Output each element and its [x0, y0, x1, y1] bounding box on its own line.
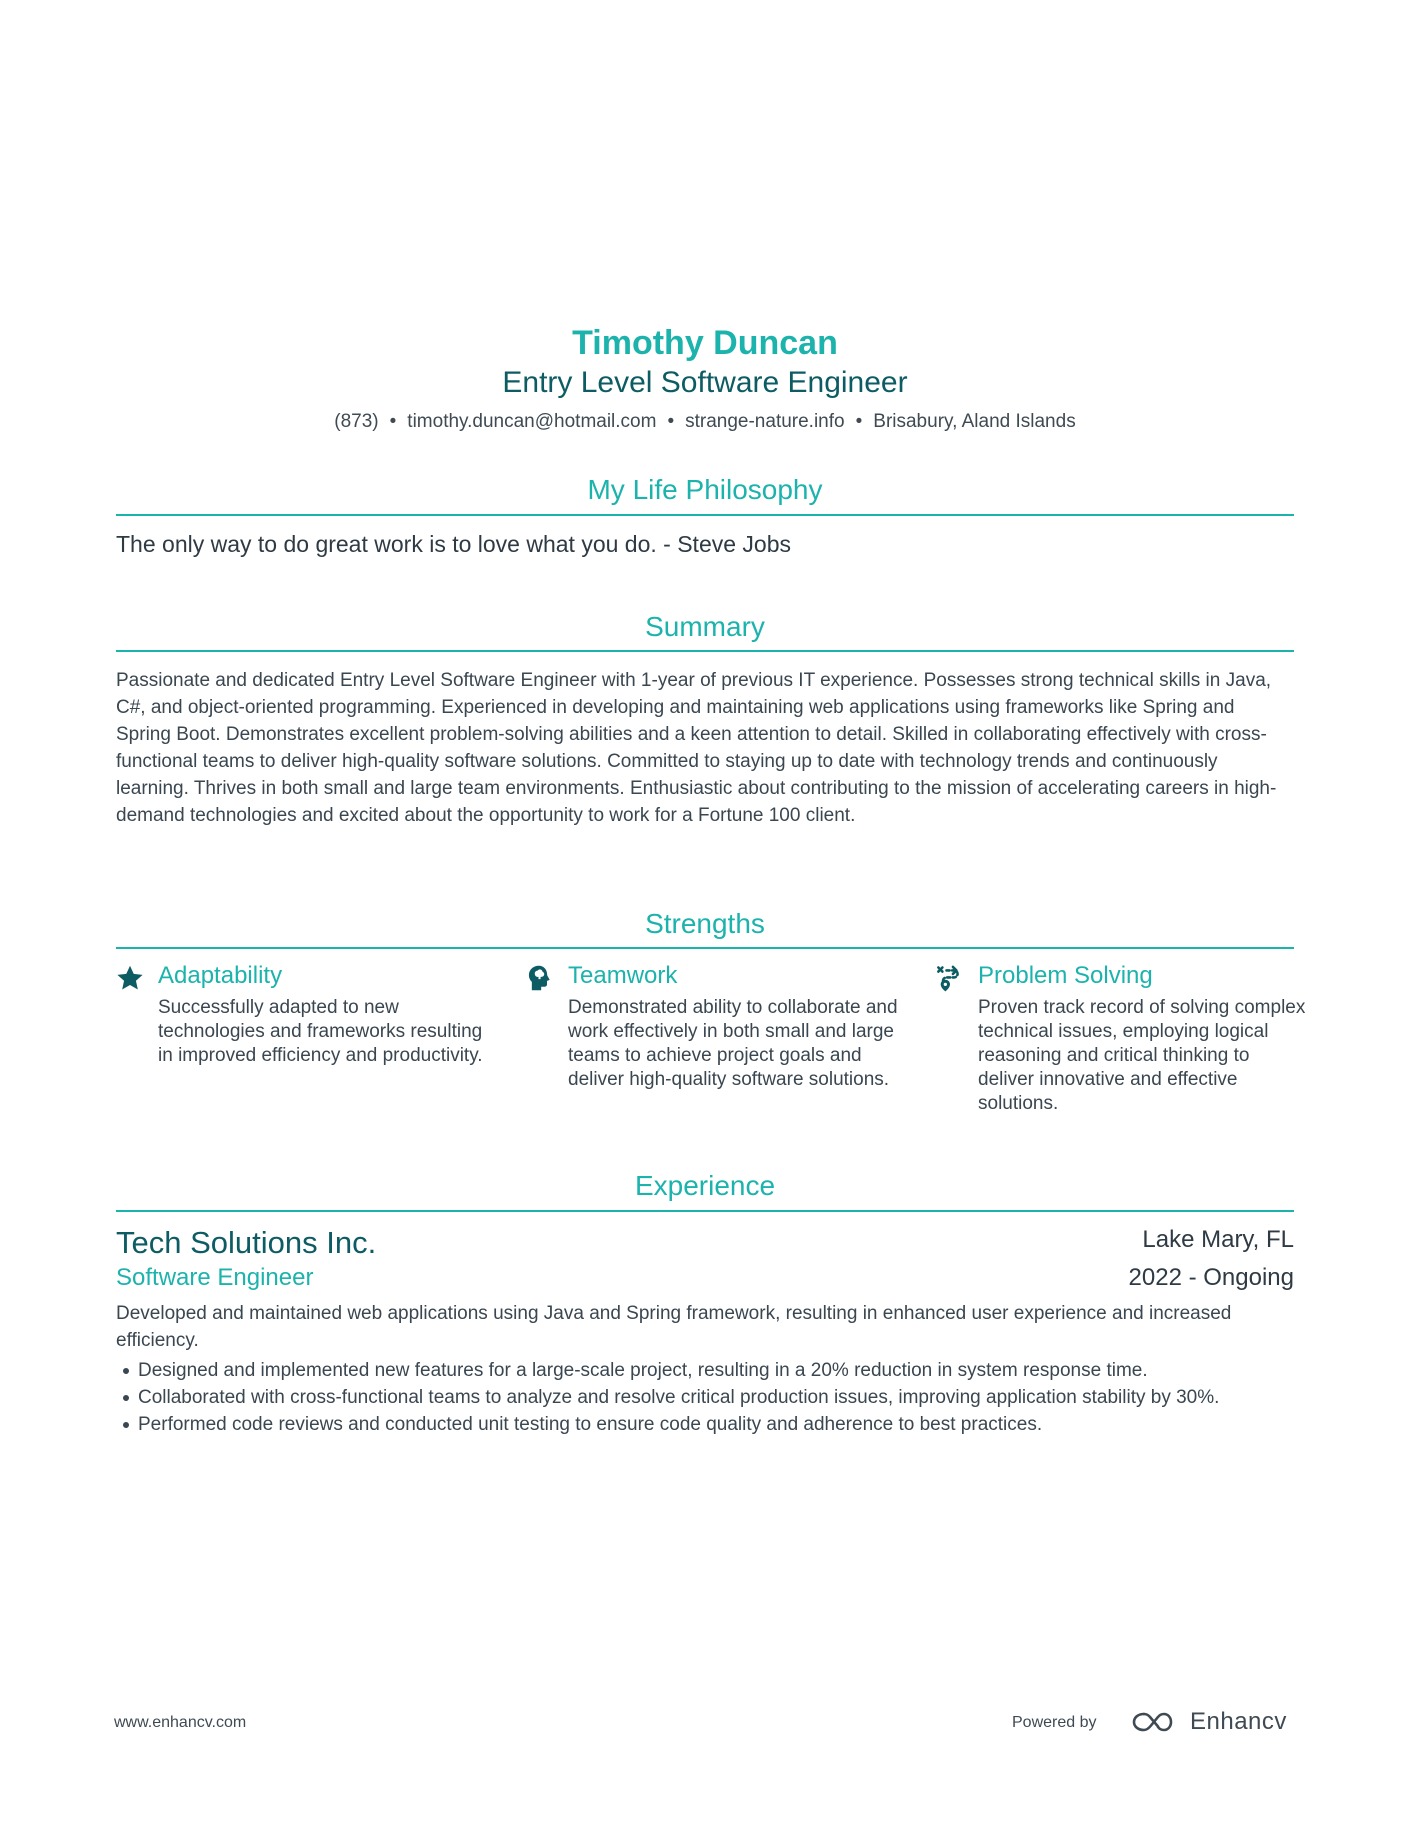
website[interactable]: strange-nature.info — [685, 411, 845, 432]
candidate-title: Entry Level Software Engineer — [502, 366, 908, 399]
separator-dot: • — [855, 411, 863, 432]
section-heading-experience: Experience — [634, 1170, 776, 1201]
route-icon — [936, 964, 964, 992]
achievement-list — [116, 1357, 1294, 1438]
list-item: Performed code reviews and conducted unit testing to ensure code quality and adherence to best practices. — [116, 1411, 1294, 1438]
separator-dot: • — [667, 411, 675, 432]
job-dates: 2022 - Ongoing — [1128, 1264, 1294, 1291]
separator-dot: • — [389, 411, 397, 432]
section-divider — [116, 947, 1294, 949]
strength-description: Proven track record of solving complex technical issues, employing logical reasoning and critical thinking to deliver innovative and effective solutions. — [978, 997, 1306, 1114]
footer-website-link[interactable]: www.enhancv.com — [114, 1714, 247, 1731]
strength-description: Successfully adapted to new technologies and frameworks resulting in improved efficiency and productivity. — [158, 997, 483, 1066]
resume-header — [116, 322, 1294, 436]
section-divider — [116, 514, 1294, 516]
section-divider — [116, 1210, 1294, 1212]
company-name: Tech Solutions Inc. — [116, 1225, 377, 1260]
location: Brisabury, Aland Islands — [873, 411, 1076, 432]
section-heading-summary: Summary — [645, 611, 765, 642]
brand-name: Enhancv — [1190, 1708, 1287, 1735]
phone: (873) — [334, 411, 379, 432]
strength-title: Problem Solving — [978, 962, 1153, 989]
strength-title: Adaptability — [158, 962, 283, 989]
star-icon — [116, 964, 144, 992]
job-location: Lake Mary, FL — [1142, 1226, 1294, 1253]
candidate-name: Timothy Duncan — [572, 324, 838, 362]
philosophy-quote: The only way to do great work is to love what you do. - Steve Jobs — [116, 531, 792, 557]
job-description: Developed and maintained web applications using Java and Spring framework, resulting in enhanced user experience and increased efficiency. — [116, 1303, 1232, 1351]
strength-title: Teamwork — [568, 962, 678, 989]
list-item: Collaborated with cross-functional teams to analyze and resolve critical production issues, improving application stability by 30%. — [116, 1384, 1294, 1411]
head-brain-icon — [526, 964, 554, 992]
section-heading-strengths: Strengths — [645, 908, 765, 939]
summary-text: Passionate and dedicated Entry Level Software Engineer with 1-year of previous IT experience. Possesses strong technical skills in Java, C#, and object-oriented programming. Experienced in developing and maintaining web applications using frameworks like Spring and Spring Boot. Demonstrates excellent problem-solving abilities and a keen attention to detail. Skilled in collaborating effectively with cross-functional teams to deliver high-quality software solutions. Committed to staying up to date with technology trends and continuously learning. Thrives in both small and large team environments. Enthusiastic about contributing to the mission of accelerating careers in high-demand technologies and excited about the opportunity to work for a Fortune 100 client. — [116, 670, 1277, 826]
contact-line — [116, 408, 1294, 436]
section-divider — [116, 650, 1294, 652]
powered-by-label: Powered by — [1012, 1714, 1097, 1731]
section-heading-philosophy: My Life Philosophy — [587, 474, 823, 505]
enhancv-logo-icon — [1130, 1709, 1178, 1735]
email[interactable]: timothy.duncan@hotmail.com — [407, 411, 657, 432]
strength-description: Demonstrated ability to collaborate and work effectively in both small and large teams to achieve project goals and deliver high-quality software solutions. — [568, 997, 898, 1090]
job-role: Software Engineer — [116, 1264, 314, 1291]
list-item: Designed and implemented new features for a large-scale project, resulting in a 20% reduction in system response time. — [116, 1357, 1294, 1384]
